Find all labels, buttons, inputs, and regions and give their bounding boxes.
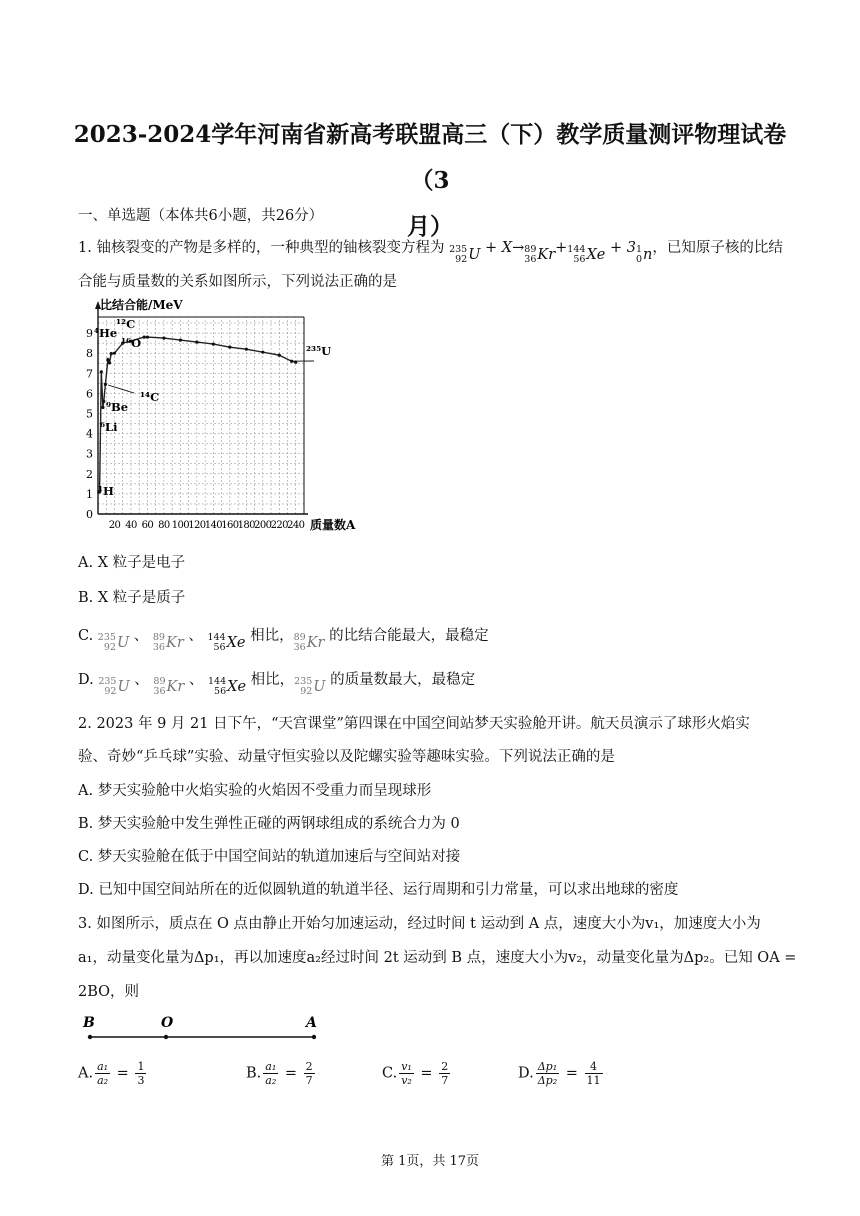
x-tick-label: 80 bbox=[158, 520, 170, 531]
y-tick-label: 8 bbox=[86, 347, 93, 361]
q3-stem-line3: 2BO，则 bbox=[78, 984, 140, 1000]
frac-num: 1 bbox=[137, 1060, 145, 1073]
q3-line-diagram bbox=[78, 1012, 338, 1048]
frac-den: v₂ bbox=[401, 1074, 412, 1087]
data-point bbox=[228, 346, 231, 349]
page-title bbox=[60, 112, 800, 250]
data-point bbox=[101, 406, 104, 409]
option-label: D. bbox=[518, 1065, 534, 1082]
y-tick-label: 9 bbox=[86, 327, 93, 341]
data-point bbox=[146, 336, 149, 339]
frac-num: a₁ bbox=[265, 1060, 277, 1073]
x-tick-label: 160 bbox=[221, 520, 239, 531]
q2-option-c[interactable]: C. 梦天实验舱在低于中国空间站的轨道加速后与空间站对接 bbox=[78, 849, 461, 865]
frac-den: Δp₂ bbox=[537, 1074, 558, 1087]
x-tick-label: 120 bbox=[188, 520, 206, 531]
data-point bbox=[108, 361, 111, 364]
data-point bbox=[110, 352, 113, 355]
data-point bbox=[261, 351, 264, 354]
compare-text: 相比， bbox=[250, 628, 294, 644]
q3-option-b[interactable]: B. $\frac{\text{a₁}}{\text{a₂}}$ = $\frac{2}{7}$ bbox=[246, 1060, 313, 1087]
compare-text: 相比， bbox=[250, 672, 295, 688]
frac-num: Δp₁ bbox=[537, 1060, 558, 1073]
data-point bbox=[106, 358, 109, 361]
isotope-label: ¹⁶O bbox=[121, 336, 142, 350]
x-tick-label: 180 bbox=[237, 520, 255, 531]
q1-stem-line2: 合能与质量数的关系如图所示，下列说法正确的是 bbox=[78, 274, 397, 290]
x-tick-label: 40 bbox=[125, 520, 137, 531]
isotope-label: ⁴He bbox=[94, 326, 118, 340]
point-o-label: O bbox=[161, 1015, 174, 1031]
q1-option-a[interactable]: A. X 粒子是电子 bbox=[78, 555, 186, 571]
q3-option-a[interactable]: A. $\frac{\text{a₁}}{\text{a₂}}$ = $\frac{1}{3}$ bbox=[78, 1060, 145, 1087]
chart-ticks bbox=[86, 327, 305, 531]
title-line-2: 月） bbox=[407, 213, 453, 240]
q1-option-b[interactable]: B. X 粒子是质子 bbox=[78, 590, 186, 606]
frac-num: 4 bbox=[585, 1060, 603, 1074]
frac-den: 11 bbox=[586, 1074, 601, 1087]
frac-num: 2 bbox=[305, 1060, 313, 1073]
q3-option-c[interactable]: C. $\frac{\text{v₁}}{\text{v₂}}$ = $\frac{2}{7}$ bbox=[382, 1060, 449, 1087]
frac-num: v₁ bbox=[401, 1060, 412, 1073]
option-label: A. bbox=[78, 1065, 94, 1082]
data-point bbox=[195, 341, 198, 344]
isotope-label: ²³⁵U bbox=[306, 344, 332, 358]
isotope-label: ¹H bbox=[98, 484, 114, 498]
isotope-label: ⁹Be bbox=[106, 400, 129, 414]
fission-equation: 235 92 U + X→ 89 36 Kr+ 144 56 Xe + 3 1 0 n bbox=[449, 240, 653, 265]
y-tick-label: 3 bbox=[86, 447, 93, 461]
isotope-label: ¹²C bbox=[116, 317, 136, 331]
q1-stem-text-b: ，已知原子核的比结 bbox=[652, 240, 783, 256]
isotope-label: ⁶Li bbox=[100, 420, 118, 434]
data-point bbox=[179, 339, 182, 342]
x-tick-label: 220 bbox=[270, 520, 288, 531]
q1-option-c[interactable]: C. 235 92 U 、 89 36 Kr 、 144 56 Xe 相比， 89 36 Kr 的比结合能最大，最稳定 bbox=[78, 628, 489, 653]
section-heading: 一、单选题（本体共6小题，共26分） bbox=[78, 208, 324, 224]
y-tick-label: 0 bbox=[86, 508, 93, 521]
x-tick-label: 240 bbox=[287, 520, 305, 531]
point-b-label: B bbox=[83, 1015, 95, 1031]
q1-option-c-tail: 的比结合能最大，最稳定 bbox=[329, 628, 489, 644]
data-point bbox=[245, 348, 248, 351]
title-line-1: 2023-2024学年河南省新高考联盟高三（下）教学质量测评物理试卷（3 bbox=[73, 121, 787, 194]
chart-points bbox=[97, 336, 297, 494]
y-tick-label: 1 bbox=[86, 487, 93, 501]
y-tick-label: 6 bbox=[86, 387, 93, 401]
data-point bbox=[100, 370, 103, 373]
x-tick-label: 100 bbox=[171, 520, 190, 531]
frac-den: 7 bbox=[441, 1074, 449, 1087]
q1-option-d[interactable]: D. 235 92 U 、 89 36 Kr 、 144 56 Xe 相比， 235 92 U 的质量数最大，最稳定 bbox=[78, 672, 476, 697]
y-tick-label: 5 bbox=[86, 407, 93, 421]
frac-den: a₂ bbox=[97, 1074, 109, 1087]
data-point bbox=[104, 383, 107, 386]
q1-option-d-tail: 的质量数最大，最稳定 bbox=[330, 672, 476, 688]
q2-option-d[interactable]: D. 已知中国空间站所在的近似圆轨道的轨道半径、运行周期和引力常量，可以求出地球的密度 bbox=[78, 882, 679, 898]
y-tick-label: 2 bbox=[86, 467, 93, 481]
q3-stem-line2: a₁，动量变化量为Δp₁，再以加速度a₂经过时间 2t 运动到 B 点，速度大小为v₂，动量变化量为Δp₂。已知 OA = bbox=[78, 950, 797, 966]
y-tick-label: 4 bbox=[86, 427, 93, 441]
x-tick-label: 60 bbox=[141, 520, 154, 531]
page-footer: 第 1页，共 17页 bbox=[380, 1154, 480, 1169]
q2-option-a[interactable]: A. 梦天实验舱中火焰实验的火焰因不受重力而呈现球形 bbox=[78, 783, 432, 799]
c14-pointer bbox=[108, 385, 134, 393]
q1-stem-line1 bbox=[78, 236, 783, 265]
data-point bbox=[162, 337, 165, 340]
x-axis-label: 质量数A bbox=[310, 518, 356, 532]
binding-energy-curve bbox=[99, 337, 296, 492]
y-tick-label: 7 bbox=[86, 367, 93, 381]
frac-den: 7 bbox=[305, 1074, 313, 1087]
frac-num: 2 bbox=[441, 1060, 449, 1073]
point-o-dot bbox=[164, 1035, 168, 1039]
x-tick-label: 20 bbox=[108, 520, 121, 531]
q3-option-d[interactable]: D. $\frac{\text{Δp₁}}{\text{Δp₂}}$ = $\frac{4}{11}$ bbox=[518, 1060, 601, 1087]
frac-num: a₁ bbox=[97, 1060, 109, 1073]
q2-stem-line1: 2. 2023 年 9 月 21 日下午，“天宫课堂”第四课在中国空间站梦天实验舱开讲。航天员演示了球形火焰实 bbox=[78, 716, 750, 732]
point-b-dot bbox=[88, 1035, 92, 1039]
q2-option-b[interactable]: B. 梦天实验舱中发生弹性正碰的两钢球组成的系统合力为 0 bbox=[78, 816, 460, 832]
data-point bbox=[278, 354, 281, 357]
frac-den: a₂ bbox=[265, 1074, 277, 1087]
data-point bbox=[212, 343, 215, 346]
q3-stem-line1: 3. 如图所示，质点在 O 点由静止开始匀加速运动，经过时间 t 运动到 A 点，速度大小为v₁，加速度大小为 bbox=[78, 916, 761, 932]
q1-stem-text-a: 1. 铀核裂变的产物是多样的，一种典型的铀核裂变方程为 bbox=[78, 240, 445, 256]
binding-energy-chart bbox=[78, 295, 358, 535]
x-tick-label: 200 bbox=[254, 520, 272, 531]
x-tick-label: 140 bbox=[204, 520, 223, 531]
point-a-dot bbox=[312, 1035, 316, 1039]
data-point bbox=[143, 336, 146, 339]
option-label: C. bbox=[382, 1065, 398, 1082]
data-point bbox=[102, 400, 105, 403]
data-point bbox=[113, 352, 116, 355]
q2-stem-line2: 验、奇妙“乒乓球”实验、动量守恒实验以及陀螺实验等趣味实验。下列说法正确的是 bbox=[78, 749, 615, 765]
frac-den: 3 bbox=[137, 1074, 145, 1087]
y-axis-label: 比结合能/MeV bbox=[100, 298, 183, 312]
point-a-label: A bbox=[306, 1015, 317, 1031]
isotope-label: ¹⁴C bbox=[140, 390, 160, 404]
option-label: B. bbox=[246, 1065, 262, 1082]
